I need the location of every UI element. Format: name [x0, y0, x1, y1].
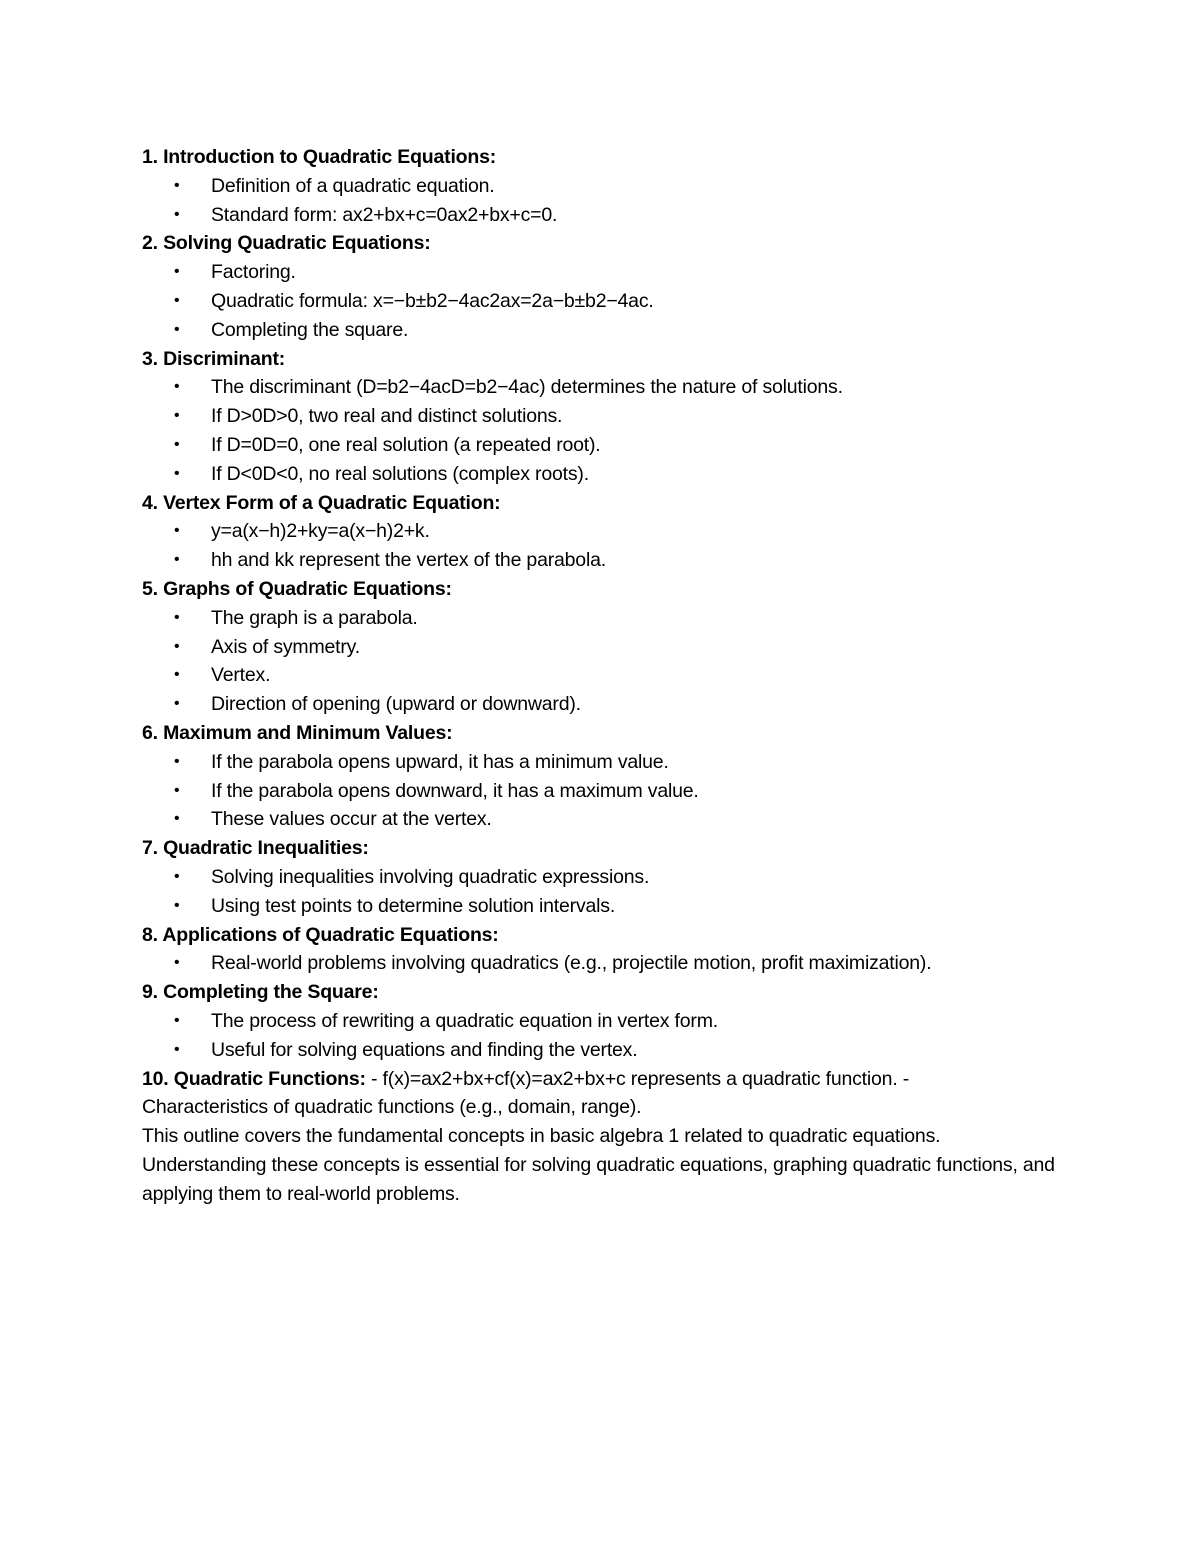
list-item [142, 316, 1062, 345]
list-item [142, 431, 1062, 460]
section-heading-3: 3. Discriminant: [142, 347, 286, 370]
list-item [142, 1036, 1062, 1065]
list-item-text: Axis of symmetry. [211, 635, 361, 658]
list-item [142, 172, 1062, 201]
bullet-icon: • [174, 407, 180, 425]
bullet-icon: • [174, 176, 180, 194]
list-item-text: The discriminant (D=b2−4acD=b2−4ac) determines the nature of solutions. [211, 376, 843, 399]
closing-paragraph: This outline covers the fundamental concepts in basic algebra 1 related to quadratic equations. Understanding these concepts is essential for solving quadratic equations, graphing quadratic functions, and applying them to real-world problems. [142, 1125, 1055, 1205]
list-item-text: If D>0D>0, two real and distinct solutions. [211, 405, 563, 428]
section-heading-6: 6. Maximum and Minimum Values: [142, 721, 453, 744]
bullet-icon: • [174, 291, 180, 309]
bullet-icon: • [174, 608, 180, 626]
bullet-icon: • [174, 551, 180, 569]
list-item-text: Solving inequalities involving quadratic expressions. [211, 865, 650, 888]
list-item [142, 633, 1062, 662]
list-item [142, 517, 1062, 546]
list-item-text: If D<0D<0, no real solutions (complex roots). [211, 462, 589, 485]
list-item-text: Vertex. [211, 664, 271, 687]
list-item [142, 777, 1062, 806]
bullet-icon: • [174, 867, 180, 885]
list-item-text: The process of rewriting a quadratic equation in vertex form. [211, 1009, 718, 1032]
bullet-icon: • [174, 1011, 180, 1029]
section-10-line-1 [142, 1065, 1062, 1094]
list-item-text: Useful for solving equations and finding the vertex. [211, 1038, 638, 1061]
list-item-text: The graph is a parabola. [211, 606, 418, 629]
section-heading-2: 2. Solving Quadratic Equations: [142, 232, 431, 255]
list-item-text: These values occur at the vertex. [211, 808, 492, 831]
list-item [142, 287, 1062, 316]
list-item-text: Real-world problems involving quadratics (e.g., projectile motion, profit maximization). [211, 952, 932, 975]
bullet-icon: • [174, 522, 180, 540]
list-item [142, 1007, 1062, 1036]
bullet-icon: • [174, 896, 180, 914]
list-item [142, 863, 1062, 892]
section-10-line-2: Characteristics of quadratic functions (e.g., domain, range). [142, 1096, 642, 1119]
list-item-text: Direction of opening (upward or downward). [211, 693, 581, 716]
section-heading-10: 10. Quadratic Functions: [142, 1067, 366, 1090]
bullet-icon: • [174, 205, 180, 223]
list-item-text: Using test points to determine solution intervals. [211, 894, 616, 917]
bullet-icon: • [174, 810, 180, 828]
list-item [142, 949, 1062, 978]
list-item [142, 258, 1062, 287]
bullet-icon: • [174, 263, 180, 281]
section-heading-9: 9. Completing the Square: [142, 981, 379, 1004]
bullet-icon: • [174, 954, 180, 972]
list-item [142, 460, 1062, 489]
section-heading-5: 5. Graphs of Quadratic Equations: [142, 577, 452, 600]
bullet-icon: • [174, 435, 180, 453]
list-item-text: If the parabola opens downward, it has a maximum value. [211, 779, 699, 802]
list-item [142, 373, 1062, 402]
list-item [142, 690, 1062, 719]
list-item-text: Standard form: ax2+bx+c=0ax2+bx+c=0. [211, 203, 558, 226]
bullet-icon: • [174, 637, 180, 655]
list-item [142, 661, 1062, 690]
list-item [142, 892, 1062, 921]
list-item-text: y=a(x−h)2+ky=a(x−h)2+k. [211, 520, 430, 543]
list-item [142, 748, 1062, 777]
bullet-icon: • [174, 781, 180, 799]
section-heading-4: 4. Vertex Form of a Quadratic Equation: [142, 491, 501, 514]
bullet-icon: • [174, 666, 180, 684]
list-item-text: If D=0D=0, one real solution (a repeated root). [211, 433, 601, 456]
list-item-text: Quadratic formula: x=−b±b2−4ac2ax=2a−b±b2−4ac. [211, 289, 654, 312]
list-item-text: Factoring. [211, 261, 296, 284]
bullet-icon: • [174, 1040, 180, 1058]
list-item-text: hh and kk represent the vertex of the parabola. [211, 549, 606, 572]
section-heading-1: 1. Introduction to Quadratic Equations: [142, 146, 497, 168]
list-item [142, 805, 1062, 834]
section-heading-7: 7. Quadratic Inequalities: [142, 837, 369, 860]
bullet-icon: • [174, 378, 180, 396]
section-10-text: - f(x)=ax2+bx+cf(x)=ax2+bx+c represents a quadratic function. - [365, 1067, 910, 1090]
list-item [142, 546, 1062, 575]
bullet-icon: • [174, 752, 180, 770]
document-body [142, 143, 1062, 1208]
list-item-text: If the parabola opens upward, it has a minimum value. [211, 750, 669, 773]
bullet-icon: • [174, 695, 180, 713]
list-item [142, 402, 1062, 431]
section-heading-8: 8. Applications of Quadratic Equations: [142, 923, 499, 946]
bullet-icon: • [174, 320, 180, 338]
bullet-icon: • [174, 464, 180, 482]
list-item [142, 604, 1062, 633]
list-item-text: Definition of a quadratic equation. [211, 174, 495, 197]
list-item [142, 201, 1062, 230]
list-item-text: Completing the square. [211, 318, 409, 341]
